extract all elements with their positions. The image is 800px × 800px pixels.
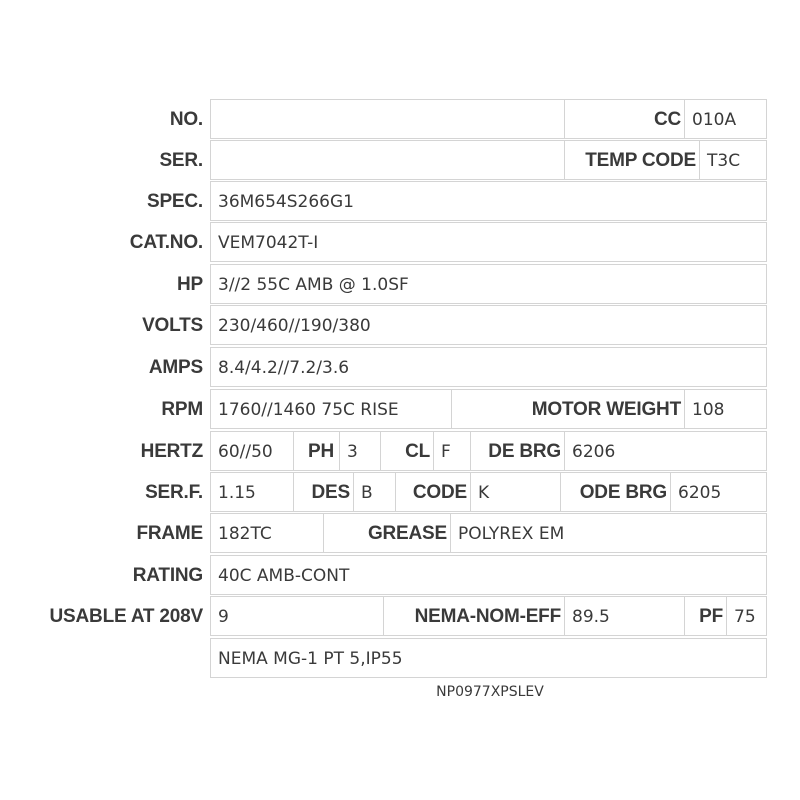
- cc-label: CC: [653, 109, 681, 130]
- volts-label: VOLTS: [142, 315, 203, 336]
- des-cell: [293, 472, 354, 512]
- ph-value: 3: [339, 431, 381, 471]
- de-brg-cell: [470, 431, 565, 471]
- cc-cell: [564, 99, 685, 139]
- nema-nom-eff-value: 89.5: [564, 596, 685, 636]
- volts-value: 230/460//190/380: [210, 305, 767, 345]
- pf-cell: [684, 596, 727, 636]
- code-cell: [395, 472, 471, 512]
- grease-value: POLYREX EM: [450, 513, 767, 553]
- hertz-label: HERTZ: [140, 441, 203, 462]
- temp-code-cell: [564, 140, 700, 180]
- rating-label: RATING: [132, 565, 203, 586]
- ph-label: PH: [308, 441, 334, 462]
- ode-brg-value: 6205: [670, 472, 767, 512]
- hertz-value: 60//50: [210, 431, 294, 471]
- hp-label: HP: [177, 274, 203, 295]
- nema-nom-eff-cell: [383, 596, 565, 636]
- part-number-footer: NP0977XPSLEV: [436, 684, 544, 700]
- de-brg-value: 6206: [564, 431, 767, 471]
- spec-label: SPEC.: [146, 191, 203, 212]
- amps-label: AMPS: [148, 357, 203, 378]
- de-brg-label: DE BRG: [488, 441, 561, 462]
- code-value: K: [470, 472, 561, 512]
- motor-weight-value: 108: [684, 389, 767, 429]
- cc-value: 010A: [684, 99, 767, 139]
- code-label: CODE: [412, 482, 467, 503]
- cat-no-label: CAT.NO.: [129, 232, 203, 253]
- ser-label: SER.: [159, 150, 203, 171]
- motor-weight-label: MOTOR WEIGHT: [531, 399, 681, 420]
- spec-value: 36M654S266G1: [210, 181, 767, 221]
- pf-label: PF: [699, 606, 723, 627]
- ser-value: [210, 140, 565, 180]
- nema-nom-eff-label: NEMA-NOM-EFF: [414, 606, 561, 627]
- ser-f-label: SER.F.: [145, 482, 203, 503]
- grease-cell: [323, 513, 451, 553]
- des-value: B: [353, 472, 396, 512]
- hp-value: 3//2 55C AMB @ 1.0SF: [210, 264, 767, 304]
- cl-value: F: [433, 431, 471, 471]
- cat-no-value: VEM7042T-I: [210, 222, 767, 262]
- rating-value: 40C AMB-CONT: [210, 555, 767, 595]
- nema-standard-value: NEMA MG-1 PT 5,IP55: [210, 638, 767, 678]
- des-label: DES: [311, 482, 350, 503]
- ser-f-value: 1.15: [210, 472, 294, 512]
- frame-value: 182TC: [210, 513, 324, 553]
- no-label: NO.: [169, 109, 203, 130]
- pf-value: 75: [726, 596, 767, 636]
- temp-code-value: T3C: [699, 140, 767, 180]
- no-value: [210, 99, 565, 139]
- cl-label: CL: [405, 441, 430, 462]
- rpm-value: 1760//1460 75C RISE: [210, 389, 452, 429]
- ode-brg-cell: [560, 472, 671, 512]
- cl-cell: [380, 431, 434, 471]
- rpm-label: RPM: [161, 399, 203, 420]
- ph-cell: [293, 431, 340, 471]
- amps-value: 8.4/4.2//7.2/3.6: [210, 347, 767, 387]
- usable-208v-value: 9: [210, 596, 384, 636]
- motor-weight-cell: [451, 389, 685, 429]
- usable-208v-label: USABLE AT 208V: [49, 606, 203, 627]
- grease-label: GREASE: [367, 523, 447, 544]
- temp-code-label: TEMP CODE: [585, 150, 696, 171]
- ode-brg-label: ODE BRG: [579, 482, 667, 503]
- frame-label: FRAME: [136, 523, 203, 544]
